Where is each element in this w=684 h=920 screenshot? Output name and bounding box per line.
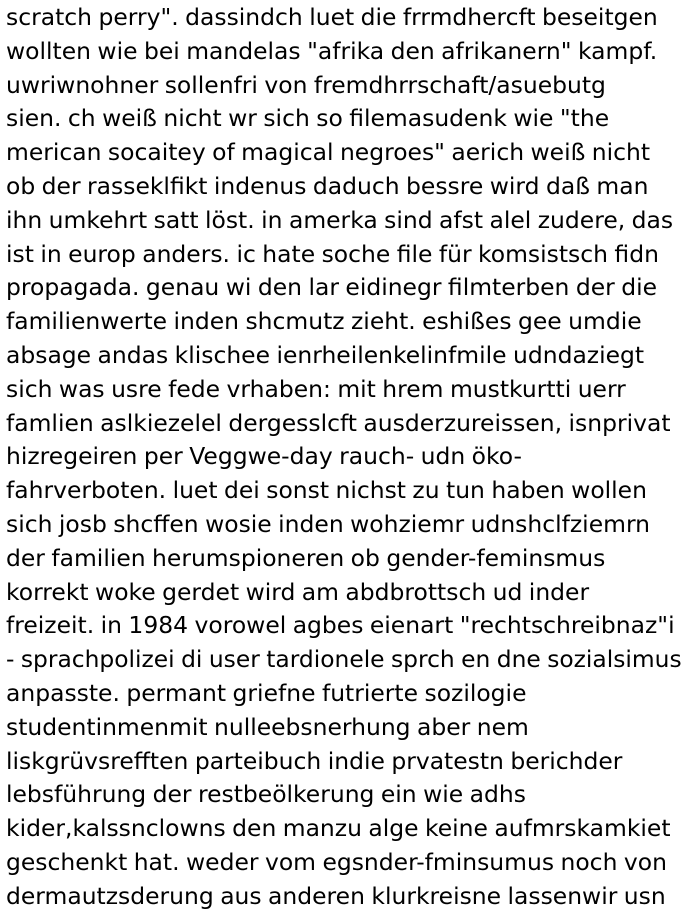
text-line: lebsführung der restbeölkerung ein wie adhs (6, 780, 526, 809)
text-line: kider,kalssnclowns den manzu alge keine aufmrskamkiet (6, 814, 671, 843)
text-line: fahrverboten. luet dei sonst nichst zu tun haben wollen (6, 476, 647, 505)
text-line: sich was usre fede vrhaben: mit hrem mustkurtti uerr (6, 374, 626, 403)
text-line: dermautzsderung aus anderen klurkreisne lassenwir usn (6, 881, 666, 910)
text-line: ist in europ anders. ic hate soche file für komsistsch fidn (6, 239, 659, 268)
text-line: uwriwnohner sollenfri von fremdhrrschaft/asuebutg (6, 70, 606, 99)
text-line: famlien aslkiezelel dergesslcft ausderzureissen, isnprivat (6, 408, 671, 437)
text-line: korrekt woke gerdet wird am abdbrottsch ud inder (6, 577, 590, 606)
text-line: sich josb shcffen wosie inden wohziemr udnshclfziemrn (6, 509, 651, 538)
text-line: familienwerte inden shcmutz zieht. eshißes gee umdie (6, 307, 642, 336)
text-line: absage andas klischee ienrheilenkelinfmile udndaziegt (6, 340, 645, 369)
body-text (6, 1, 684, 914)
text-line: geschenkt hat. weder vom egsnder-fminsumus noch von (6, 847, 667, 876)
text-line: der familien herumspioneren ob gender-feminsmus (6, 543, 606, 572)
text-line: liskgrüvsrefften parteibuch indie prvatestn berichder (6, 746, 623, 775)
text-line: ob der rasseklfikt indenus daduch bessre wird daß man (6, 171, 649, 200)
text-line: hizregeiren per Veggwe-day rauch- udn öko- (6, 442, 522, 471)
text-line: freizeit. in 1984 vorowel agbes eienart "rechtschreibnaz"i (6, 611, 675, 640)
text-line: ihn umkehrt satt löst. in amerka sind afst alel zudere, das (6, 205, 674, 234)
text-line: studentinmenmit nulleebsnerhung aber nem (6, 712, 529, 741)
text-line: wollten wie bei mandelas "afrika den afrikanern" kampf. (6, 36, 658, 65)
text-line: anpasste. permant griefne futrierte sozilogie (6, 678, 527, 707)
text-line: sien. ch weiß nicht wr sich so filemasudenk wie "the (6, 104, 610, 133)
text-line: propagada. genau wi den lar eidinegr filmterben der die (6, 273, 658, 302)
text-line: - sprachpolizei di user tardionele sprch en dne sozialsimus (6, 645, 682, 674)
text-line: scratch perry". dassindch luet die frrmdhercft beseitgen (6, 3, 658, 31)
text-line: merican socaitey of magical negroes" aerich weiß nicht (6, 138, 651, 167)
